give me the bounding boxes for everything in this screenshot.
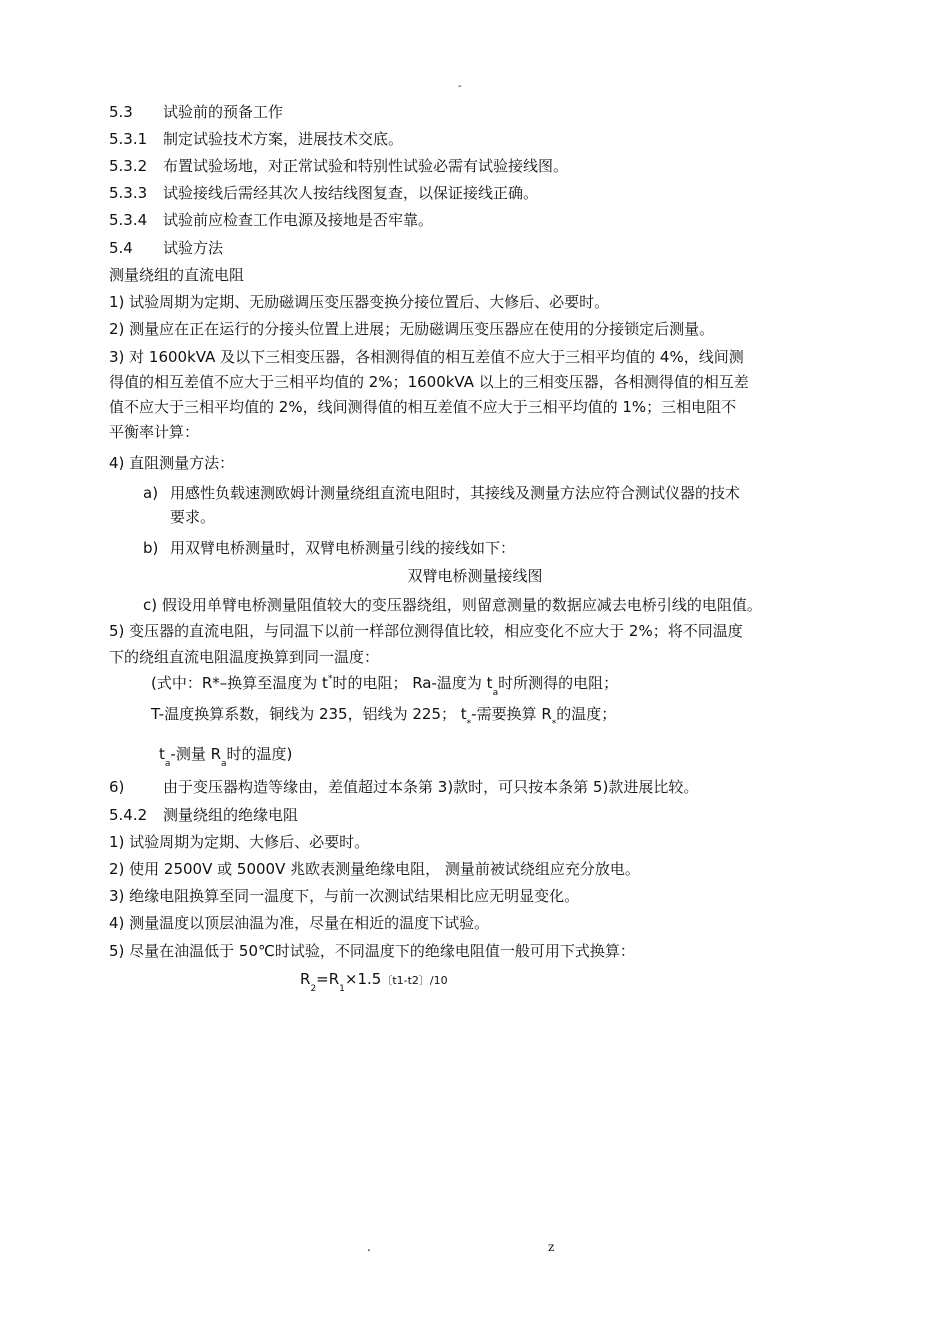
footer-dot: . xyxy=(367,1240,371,1254)
heading-5-4-2: 5.4.2 测量绕组的绝缘电阻 xyxy=(109,806,299,824)
item-a-line-1: 用感性负载速测欧姆计测量绕组直流电阻时，其接线及测量方法应符合测试仪器的技术 xyxy=(170,484,741,502)
heading-5-4: 5.4 试验方法 xyxy=(109,239,224,257)
formula-note-line-1: (式中：R*–换算至温度为 t*时的电阻； Ra-温度为 $t_a$时所测得的电阻； xyxy=(151,674,619,698)
formula-note-line-2: T-温度换算系数，铜线为 235，铝线为 225； $t_*-$需要换算 $R_*$的温度； xyxy=(151,705,617,729)
item-b-text: 用双臂电桥测量时，双臂电桥测量引线的接线如下： xyxy=(170,539,516,557)
ins-item-5: 5) 尽量在油温低于 50℃时试验，不同温度下的绝缘电阻值一般可用下式换算： xyxy=(109,942,635,960)
dc-item-3-line-3: 值不应大于三相平均值的 2%，线间测得值的相互差值不应大于三相平均值的 1%；三相电阻不 xyxy=(109,398,737,416)
footer-z: z xyxy=(548,1240,555,1254)
item-5-3-2: 5.3.2 布置试验场地，对正常试验和特别性试验必需有试验接线图。 xyxy=(109,157,569,175)
formula-note-line-3: $t_a-$测量 $R_a$时的温度) xyxy=(159,745,293,769)
dc-item-4: 4) 直阻测量方法： xyxy=(109,454,235,472)
ins-item-1: 1) 试验周期为定期、大修后、必要时。 xyxy=(109,833,370,851)
dc-item-6-label: 6) xyxy=(109,778,125,796)
dc-item-3-line-1: 3) 对 1600kVA 及以下三相变压器，各相测得值的相互差值不应大于三相平均值的 4%，线间测 xyxy=(109,348,744,366)
conversion-formula: $R_2=R_1\times 1.5$〔t1-t2〕/10 xyxy=(300,970,448,994)
dc-item-1: 1) 试验周期为定期、无励磁调压变压器变换分接位置后、大修后、必要时。 xyxy=(109,293,610,311)
header-mark: - xyxy=(458,81,462,92)
item-5-3-4: 5.3.4 试验前应检查工作电源及接地是否牢靠。 xyxy=(109,211,434,229)
dc-item-3-line-4: 平衡率计算： xyxy=(109,423,200,441)
ins-item-2: 2) 使用 2500V 或 5000V 兆欧表测量绝缘电阻， 测量前被试绕组应充分放电。 xyxy=(109,860,640,878)
item-c: c) 假设用单臂电桥测量阻值较大的变压器绕组，则留意测量的数据应减去电桥引线的电阻值。 xyxy=(143,596,762,614)
dc-item-2: 2) 测量应在正在运行的分接头位置上进展；无励磁调压变压器应在使用的分接锁定后测量。 xyxy=(109,320,715,338)
ins-item-4: 4) 测量温度以顶层油温为准，尽量在相近的温度下试验。 xyxy=(109,914,490,932)
dc-item-6-text: 由于变压器构造等缘由，差值超过本条第 3)款时，可只按本条第 5)款进展比较。 xyxy=(163,778,699,796)
item-5-3-1: 5.3.1 制定试验技术方案，进展技术交底。 xyxy=(109,130,404,148)
item-a-line-2: 要求。 xyxy=(170,508,216,526)
dc-item-3-line-2: 得值的相互差值不应大于三相平均值的 2%；1600kVA 以上的三相变压器，各相测得值的相互差 xyxy=(109,373,749,391)
item-a-label: a) xyxy=(143,484,159,502)
dc-item-5-line-2: 下的绕组直流电阻温度换算到同一温度： xyxy=(109,648,380,666)
dc-item-5-line-1: 5) 变压器的直流电阻，与同温下以前一样部位测得值比较，相应变化不应大于 2%；将不同温度 xyxy=(109,622,743,640)
item-b-label: b) xyxy=(143,539,159,557)
ins-item-3: 3) 绝缘电阻换算至同一温度下，与前一次测试结果相比应无明显变化。 xyxy=(109,887,580,905)
figure-caption: 双臂电桥测量接线图 xyxy=(407,567,543,585)
item-5-3-3: 5.3.3 试验接线后需经其次人按结线图复查，以保证接线正确。 xyxy=(109,184,539,202)
heading-5-3: 5.3 试验前的预备工作 xyxy=(109,103,284,121)
subheading-dc-resistance: 测量绕组的直流电阻 xyxy=(109,266,245,284)
